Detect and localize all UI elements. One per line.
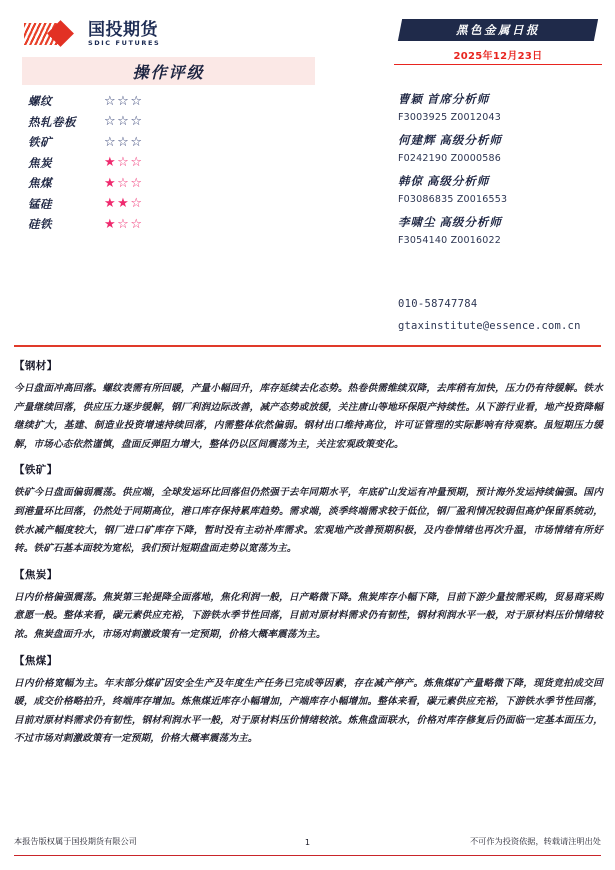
footer-page-number: 1 — [304, 836, 311, 847]
report-title: 黑色金属日报 — [456, 25, 540, 37]
rating-row — [28, 132, 258, 153]
report-section — [14, 462, 603, 558]
star-empty-icon: ☆ — [117, 93, 131, 109]
rating-commodity-name: 焦煤 — [28, 178, 52, 191]
logo-company-name-en: SDIC FUTURES — [88, 38, 161, 47]
rating-row — [28, 153, 258, 174]
star-empty-icon: ☆ — [130, 93, 144, 109]
star-empty-icon: ☆ — [130, 155, 144, 171]
report-title-wrap — [400, 19, 596, 41]
rating-stars — [104, 136, 143, 149]
star-filled-icon: ★ — [104, 175, 118, 191]
rating-row — [28, 194, 258, 215]
logo-mark-icon — [24, 21, 82, 47]
report-section — [14, 653, 603, 749]
star-empty-icon: ☆ — [117, 175, 131, 191]
rating-stars — [104, 197, 143, 210]
rating-commodity-name: 硅铁 — [28, 219, 52, 232]
page-footer — [14, 836, 601, 847]
contact-phone: 010-58747784 — [398, 298, 478, 310]
report-section — [14, 567, 603, 645]
analyst-license-codes: F0242190 Z0000586 — [398, 153, 502, 164]
footer-copyright: 本报告版权属于国投期货有限公司 — [14, 836, 137, 846]
report-section — [14, 358, 603, 454]
rating-row — [28, 91, 258, 112]
star-empty-icon: ☆ — [117, 155, 131, 171]
section-heading: 【焦炭】 — [14, 569, 58, 581]
logo-text — [88, 19, 161, 47]
report-body — [14, 358, 603, 757]
star-empty-icon: ☆ — [117, 114, 131, 130]
contact-block — [398, 298, 615, 332]
report-header — [0, 0, 615, 345]
star-filled-icon: ★ — [104, 216, 118, 232]
header-divider — [14, 345, 601, 347]
rating-panel-title: 操作评级 — [132, 64, 205, 82]
star-filled-icon: ★ — [104, 155, 118, 171]
section-paragraph: 日内价格宽幅为主。年末部分煤矿因安全生产及年度生产任务已完成等因素，存在减产停产。炼焦煤矿产量略微下降，现货竞拍成交回暖，成交价格略拍升，终端库存增加。炼焦煤近库存小幅增加，产端库存小幅增加。整体来看，碳元素供应充裕，下游铁水季节性回落，目前对原材料需求仍有韧性，钢材利润水平一般，对于原材料压价情绪较浓。炼焦盘面联水，价格对库存修复后仍面临一定基本面压力，不过市场对刺激政策有一定预期，价格大概率震荡为主。 — [14, 677, 603, 745]
star-empty-icon: ☆ — [130, 114, 144, 130]
star-empty-icon: ☆ — [117, 216, 131, 232]
star-empty-icon: ☆ — [104, 114, 118, 130]
analyst-license-codes: F3054140 Z0016022 — [398, 235, 502, 246]
section-paragraph: 日内价格偏强震荡。焦炭第三轮提降全面落地，焦化利润一般，日产略微下降。焦炭库存小幅下降，目前下游少量按需采购，贸易商采购意愿一般。整体来看，碳元素供应充裕，下游铁水季节性回落，目前对原材料需求仍有韧性，钢材利润水平一般，对于原材料压价情绪较浓。焦炭盘面升水，市场对刺激政策有一定预期，价格大概率震荡为主。 — [14, 591, 603, 640]
rating-commodity-name: 锰硅 — [28, 198, 52, 211]
section-heading: 【焦煤】 — [14, 655, 58, 667]
footer-divider — [14, 855, 601, 856]
section-paragraph: 今日盘面冲高回落。螺纹表需有所回暖，产量小幅回升，库存延续去化态势。热卷供需维续双降，去库稍有加快，压力仍有待缓解。铁水产量继续回落，供应压力逐步缓解，钢厂利润边际改善，减产态势或放缓，关注唐山等地环保限产持续性。从下游行业看，地产投资降幅继续扩大，基建、制造业投资增速持续回落，内需整体依然偏弱。钢材出口维持高位，许可证管理的实际影响有待观察。虽短期压力缓解，市场心态依然谨慎，盘面反弹阻力增大，整体仍以区间震荡为主，关注宏观政策变化。 — [14, 383, 603, 450]
star-empty-icon: ☆ — [117, 134, 131, 150]
report-date-divider — [394, 64, 602, 65]
rating-stars — [104, 177, 143, 190]
footer-disclaimer: 不可作为投资依据，转载请注明出处 — [469, 836, 601, 846]
rating-stars — [104, 95, 143, 108]
analyst-list — [398, 82, 615, 246]
rating-commodity-name: 铁矿 — [28, 137, 52, 150]
logo-company-name-cn: 国投期货 — [88, 19, 158, 40]
contact-email[interactable]: gtaxinstitute@essence.com.cn — [398, 320, 581, 332]
rating-row — [28, 112, 258, 133]
star-empty-icon: ☆ — [104, 134, 118, 150]
star-filled-icon: ★ — [104, 196, 118, 212]
rating-list — [28, 91, 258, 235]
rating-commodity-name: 热轧卷板 — [28, 116, 76, 129]
analyst-license-codes: F03086835 Z0016553 — [398, 194, 508, 205]
company-logo — [24, 17, 160, 51]
rating-commodity-name: 螺纹 — [28, 96, 52, 109]
section-heading: 【铁矿】 — [14, 465, 58, 477]
rating-stars — [104, 115, 143, 128]
star-empty-icon: ☆ — [130, 175, 144, 191]
star-empty-icon: ☆ — [104, 93, 118, 109]
analyst-license-codes: F3003925 Z0012043 — [398, 112, 502, 123]
analyst-name: 何建辉 高级分析师 — [398, 135, 502, 147]
star-empty-icon: ☆ — [130, 134, 144, 150]
analyst-name: 曹颖 首席分析师 — [398, 94, 490, 106]
analyst-name: 韩倞 高级分析师 — [398, 176, 490, 188]
section-paragraph: 铁矿今日盘面偏弱震荡。供应端，全球发运环比回落但仍然强于去年同期水平，年底矿山发运有冲量预期，预计海外发运持续偏强。国内到港量环比回落，仍然处于同期高位，港口库存保持累库趋势。需求端，淡季终端需求较于低位，钢厂盈利情况较弱但高炉保留系统动，铁水减产幅度较大，钢厂进口矿库存下降，暂时没有主动补库需求。宏观地产改善预期积极，及内卷情绪也再次升温，市场情绪有所好转。铁矿石基本面较为宽松，我们预计短期盘面走势以宽荡为主。 — [14, 487, 603, 555]
rating-stars — [104, 218, 143, 231]
rating-commodity-name: 焦炭 — [28, 157, 52, 170]
star-empty-icon: ☆ — [130, 196, 144, 212]
rating-row — [28, 214, 258, 235]
analyst-name: 李啸尘 高级分析师 — [398, 217, 502, 229]
rating-panel-banner — [22, 57, 315, 85]
star-filled-icon: ★ — [117, 196, 131, 212]
rating-stars — [104, 156, 143, 169]
rating-row — [28, 173, 258, 194]
star-empty-icon: ☆ — [130, 216, 144, 232]
report-date: 2025年12月23日 — [453, 51, 543, 62]
section-heading: 【钢材】 — [14, 361, 58, 372]
